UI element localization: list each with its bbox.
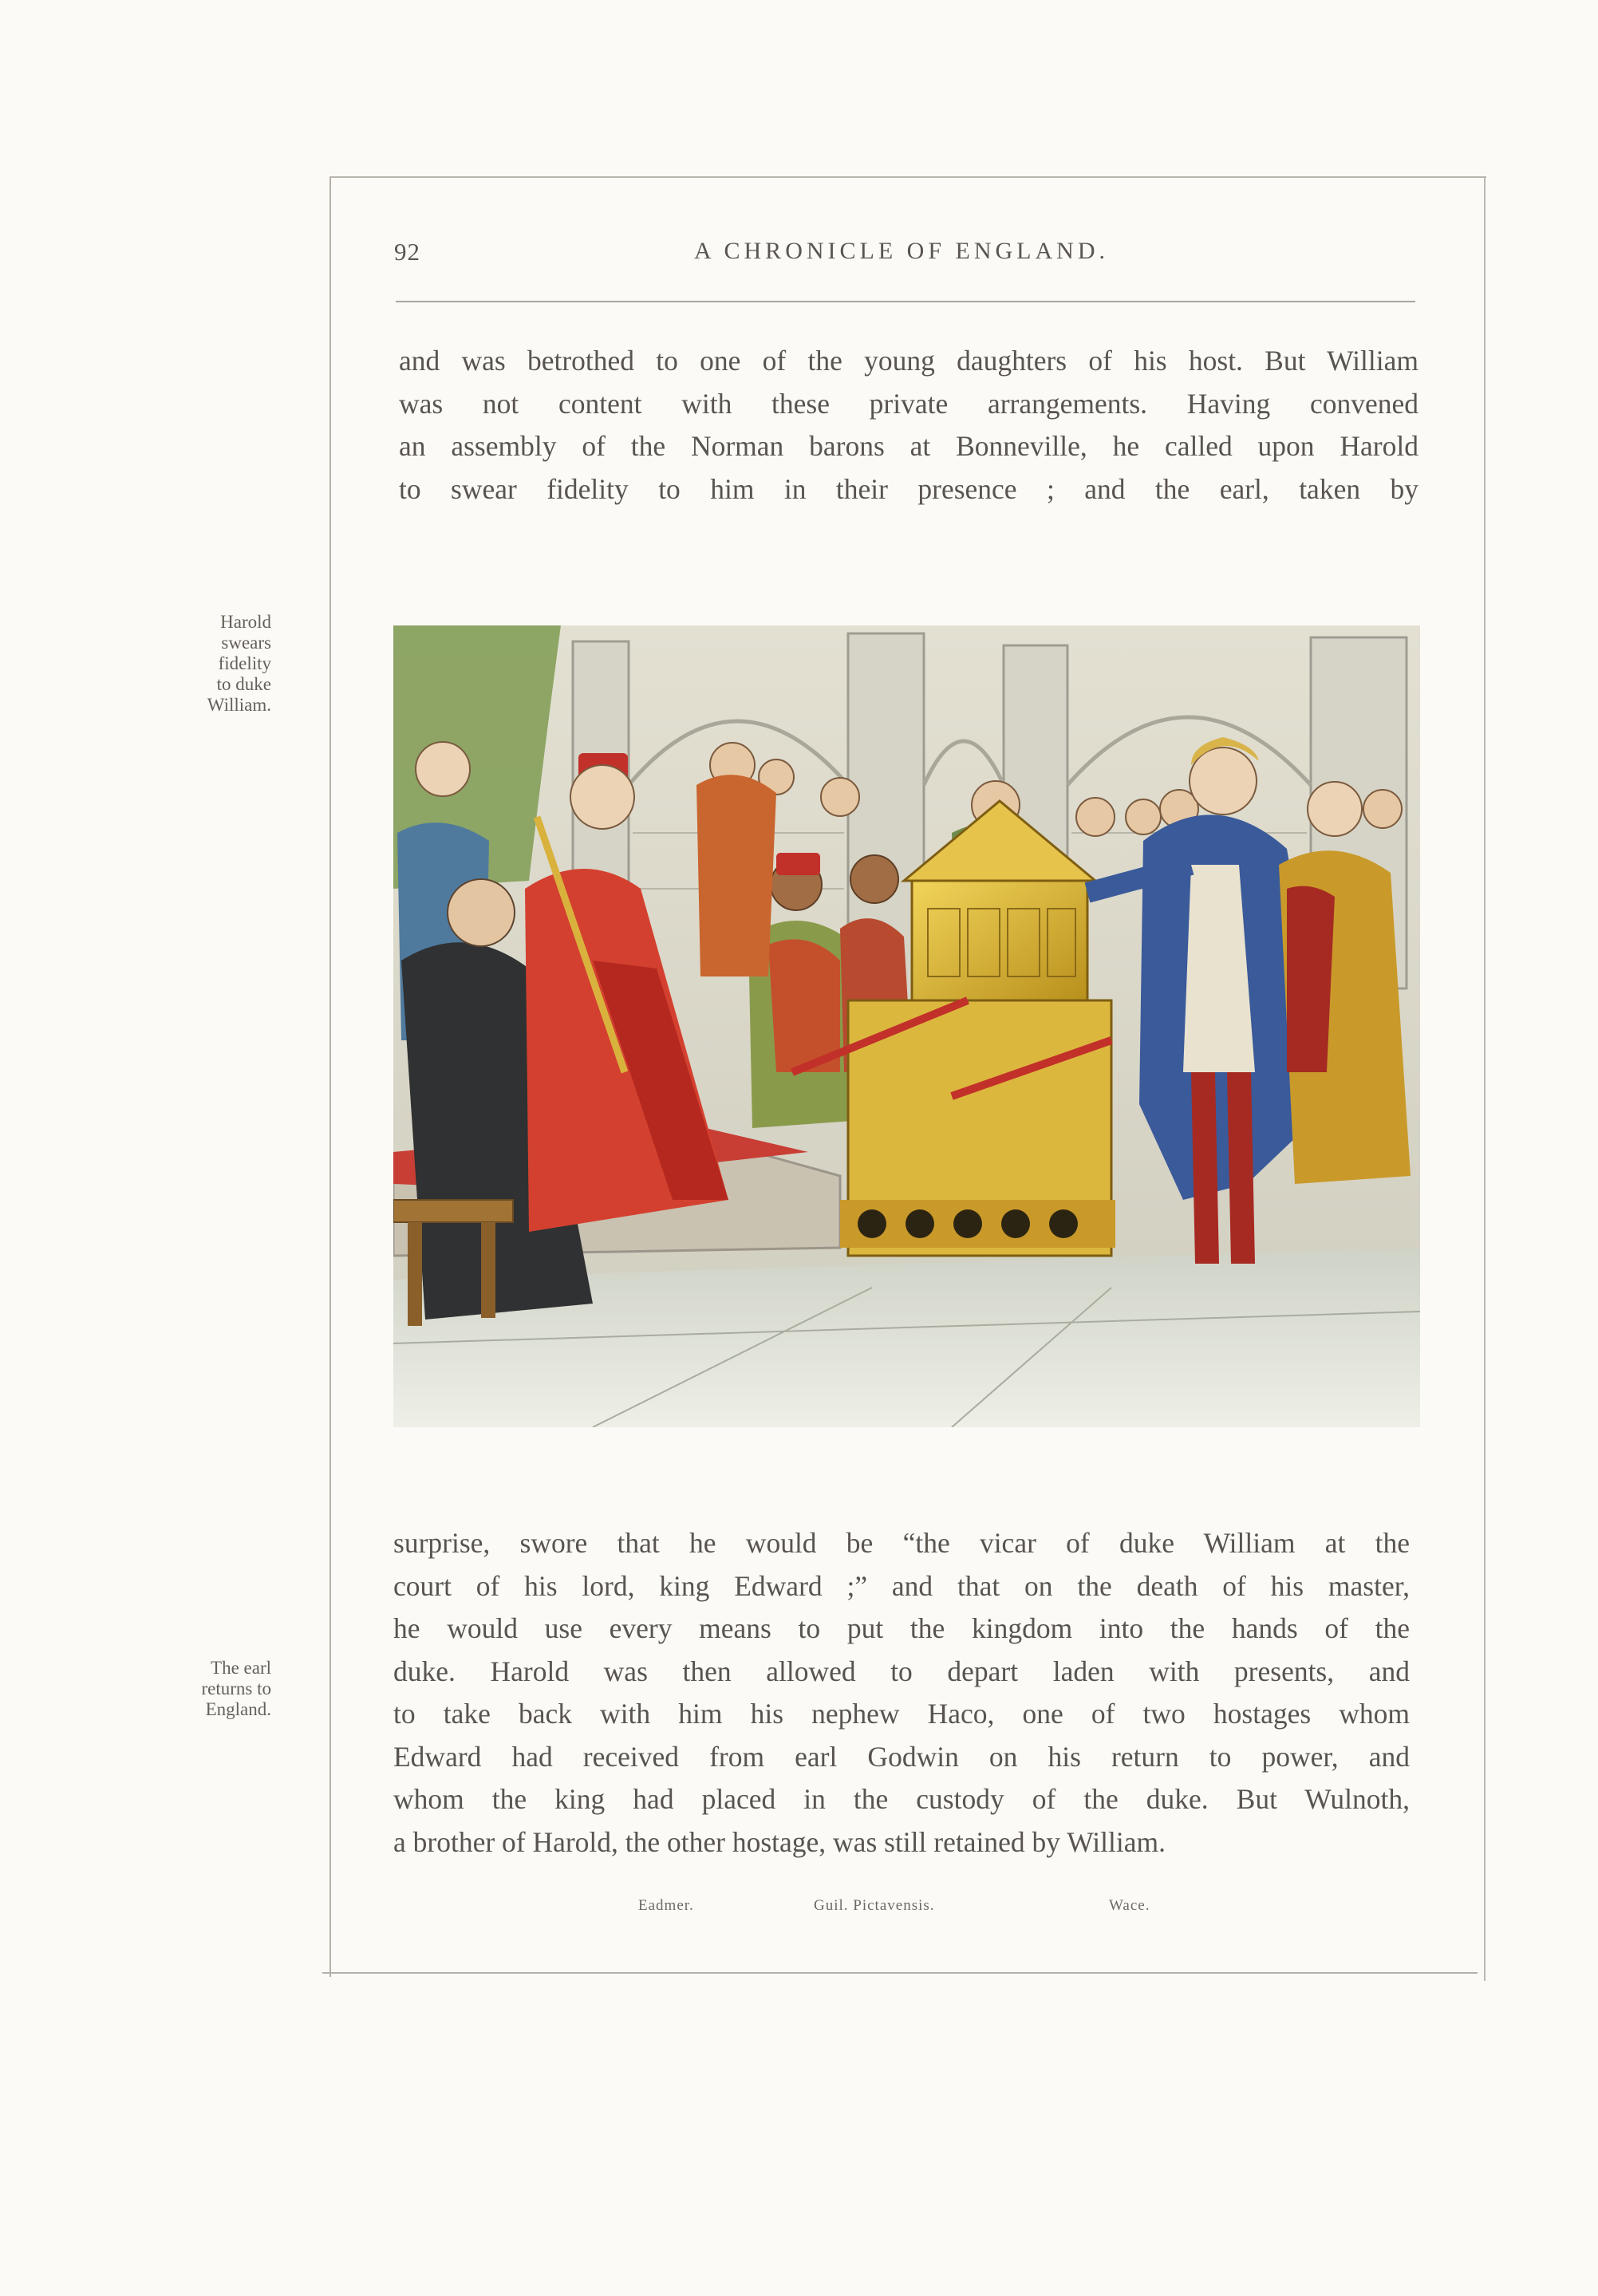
frame-left-rule: [329, 176, 331, 1977]
text-line: an assembly of the Norman barons at Bonneville, he called upon Harold: [399, 430, 1418, 462]
text-line: surprise, swore that he would be “the vicar of duke William at the: [393, 1527, 1410, 1559]
text-line: whom the king had placed in the custody of the duke. But Wulnoth,: [393, 1783, 1410, 1815]
text-line: court of his lord, king Edward ;” and that on the death of his master,: [393, 1569, 1410, 1602]
margin-note-line: returns to: [201, 1679, 271, 1698]
margin-note-line: The earl: [211, 1658, 271, 1678]
paragraph-bottom: [393, 1522, 1410, 1864]
margin-note-oath: [152, 612, 271, 716]
header-rule: [396, 301, 1415, 302]
margin-note-line: England.: [205, 1699, 271, 1719]
text-line: to swear fidelity to him in their presence ; and the earl, taken by: [399, 472, 1418, 505]
paragraph-top: [399, 340, 1418, 511]
frame-right-rule: [1484, 176, 1486, 1981]
frame-bottom-rule: [322, 1972, 1478, 1974]
text-line: duke. Harold was then allowed to depart laden with presents, and: [393, 1655, 1410, 1687]
text-line: and was betrothed to one of the young daughters of his host. But William: [399, 345, 1418, 377]
margin-note-line: William.: [207, 695, 271, 715]
margin-note-return: [152, 1658, 271, 1720]
running-title: A CHRONICLE OF ENGLAND.: [694, 238, 1109, 264]
text-line: he would use every means to put the kingdom into the hands of the: [393, 1612, 1410, 1644]
footnote-source: Eadmer.: [638, 1897, 694, 1914]
page-number: 92: [394, 238, 420, 266]
margin-note-line: fidelity: [218, 653, 271, 673]
text-line: was not content with these private arrangements. Having convened: [399, 387, 1418, 420]
footnote-source: Guil. Pictavensis.: [814, 1897, 935, 1914]
text-line: a brother of Harold, the other hostage, was still retained by William.: [393, 1825, 1166, 1858]
frame-top-rule: [331, 176, 1486, 178]
margin-note-line: to duke: [216, 674, 271, 694]
harold-oath-illustration: [393, 625, 1420, 1427]
footnote-source: Wace.: [1109, 1897, 1150, 1914]
text-line: Edward had received from earl Godwin on his return to power, and: [393, 1740, 1410, 1773]
margin-note-line: swears: [221, 633, 271, 653]
text-line: to take back with him his nephew Haco, one of two hostages whom: [393, 1698, 1410, 1730]
margin-note-line: Harold: [220, 612, 271, 632]
